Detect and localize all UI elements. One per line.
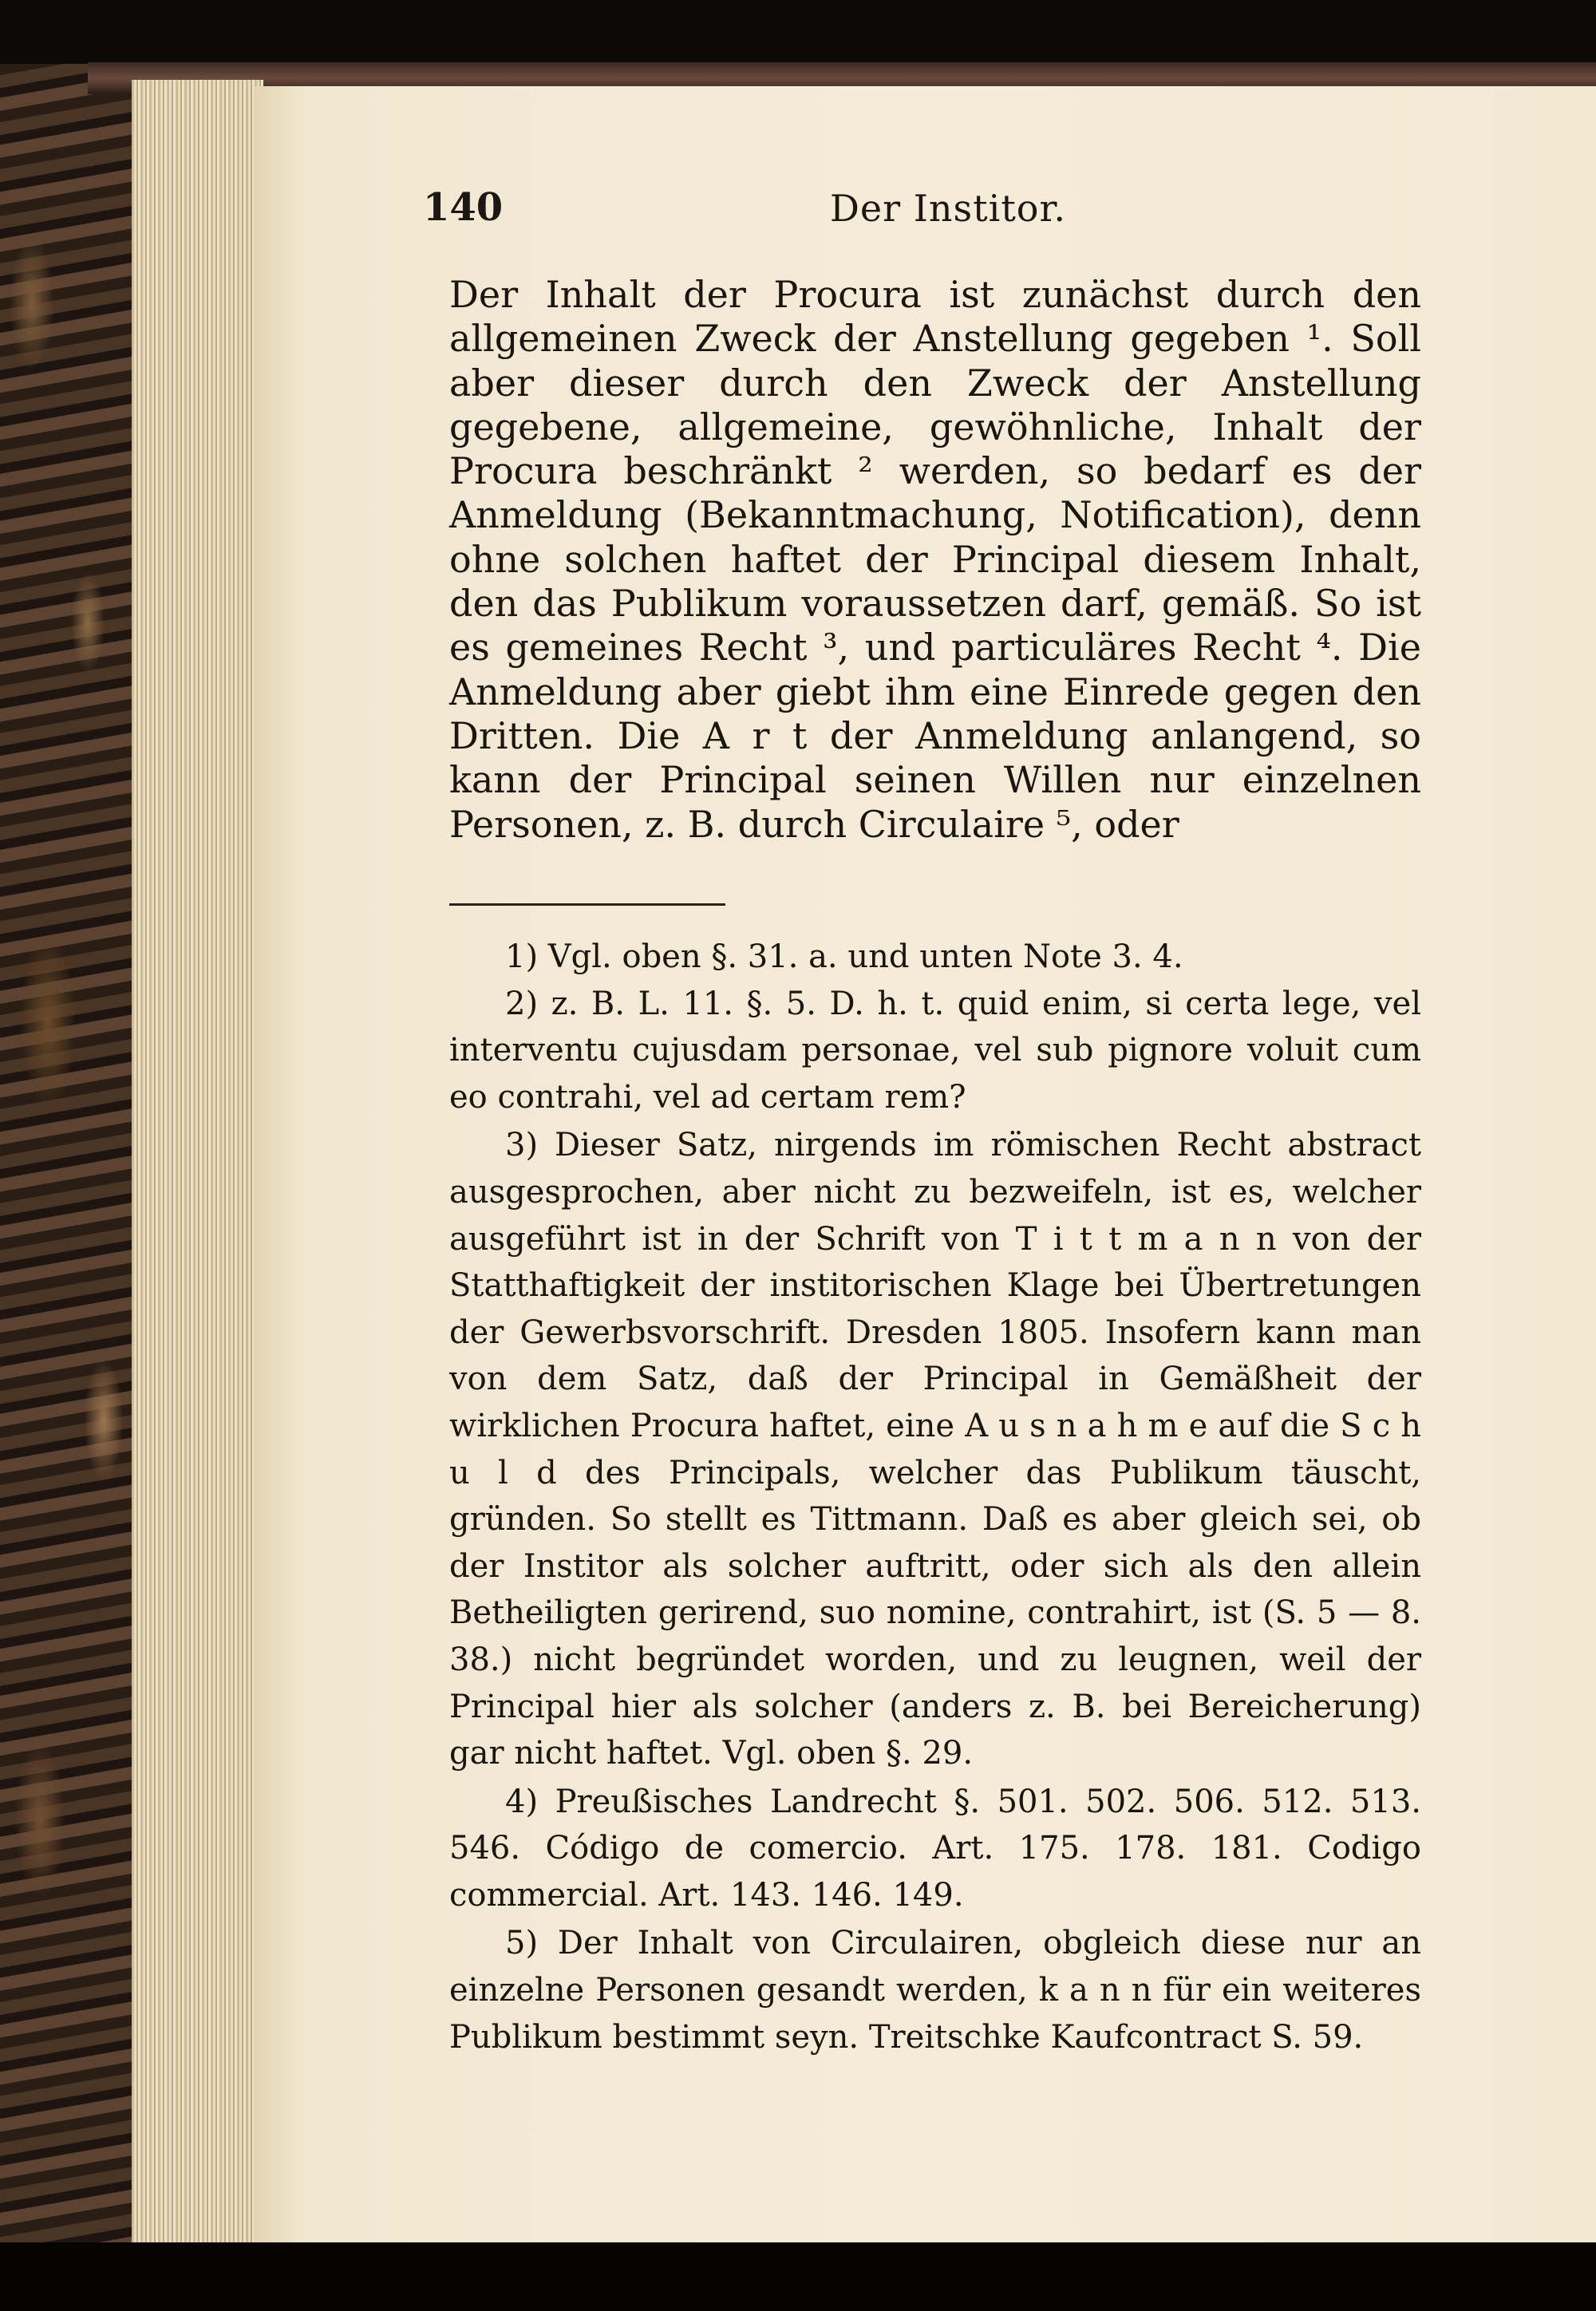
background-shadow [0,2242,1596,2311]
page-number: 140 [423,185,504,230]
page-stack-edges [132,80,263,2250]
footnote-rule [449,903,725,906]
body-paragraph: Der Inhalt der Procura ist zunächst durch den allgemeinen Zweck der Anstellung gegeben ¹. Soll aber dieser durch den Zweck der Anstellung gegebene, allgemeine, gewöhnliche, Inhalt der Procura beschränkt ² werden, so bedarf es der Anmeldung (Bekanntmachung, Notification), denn ohne solchen haftet der Principal diesem Inhalt, den das Publikum voraussetzen darf, gemäß. So ist es gemeines Recht ³, und particuläres Recht ⁴. Die Anmeldung aber giebt ihm eine Einrede gegen den Dritten. Die A r t der Anmeldung anlangend, so kann der Principal seinen Willen nur einzelnen Personen, z. B. durch Circulaire ⁵, oder [449,273,1421,846]
running-title: Der Institor. [830,187,1067,230]
footnotes [449,934,1421,2060]
footnote-1: 1) Vgl. oben §. 31. a. und unten Note 3. 4. [505,938,1183,975]
footnote-5: 5) Der Inhalt von Circulairen, obgleich diese nur an einzelne Personen gesandt werden, k a n n für ein weiteres Publikum bestimmt seyn. Treitschke Kaufcontract S. 59. [449,1925,1421,2056]
marbled-cover-edge [0,64,140,2242]
footnote-3: 3) Dieser Satz, nirgends im römischen Recht abstract ausgesprochen, aber nicht zu bezweifeln, ist es, welcher ausgeführt ist in der Schrift von T i t t m a n n von der Statthaftigkeit der institorischen Klage bei Übertretungen der Gewerbsvorschrift. Dresden 1805. Insofern kann man von dem Satz, daß der Principal in Gemäßheit der wirklichen Procura haftet, eine A u s n a h m e auf die S c h u l d des Principals, welcher das Publikum täuscht, gründen. So stellt es Tittmann. Daß es aber gleich sei, ob der Institor als solcher auftritt, oder sich als den allein Betheiligten gerirend, suo nomine, contrahirt, ist (S. 5 — 8. 38.) nicht begründet worden, und zu leugnen, weil der Principal hier als solcher (anders z. B. bei Bereicherung) gar nicht haftet. Vgl. oben §. 29. [449,1127,1421,1772]
footnote-2: 2) z. B. L. 11. §. 5. D. h. t. quid enim, si certa lege, vel interventu cujusdam personae, vel sub pignore voluit cum eo contrahi, vel ad certam rem? [449,985,1421,1116]
main-text [449,273,1421,847]
footnote-4: 4) Preußisches Landrecht §. 501. 502. 506. 512. 513. 546. Código de comercio. Art. 175. 178. 181. Codigo commercial. Art. 143. 146. 149. [449,1783,1421,1914]
running-head [423,185,1420,241]
